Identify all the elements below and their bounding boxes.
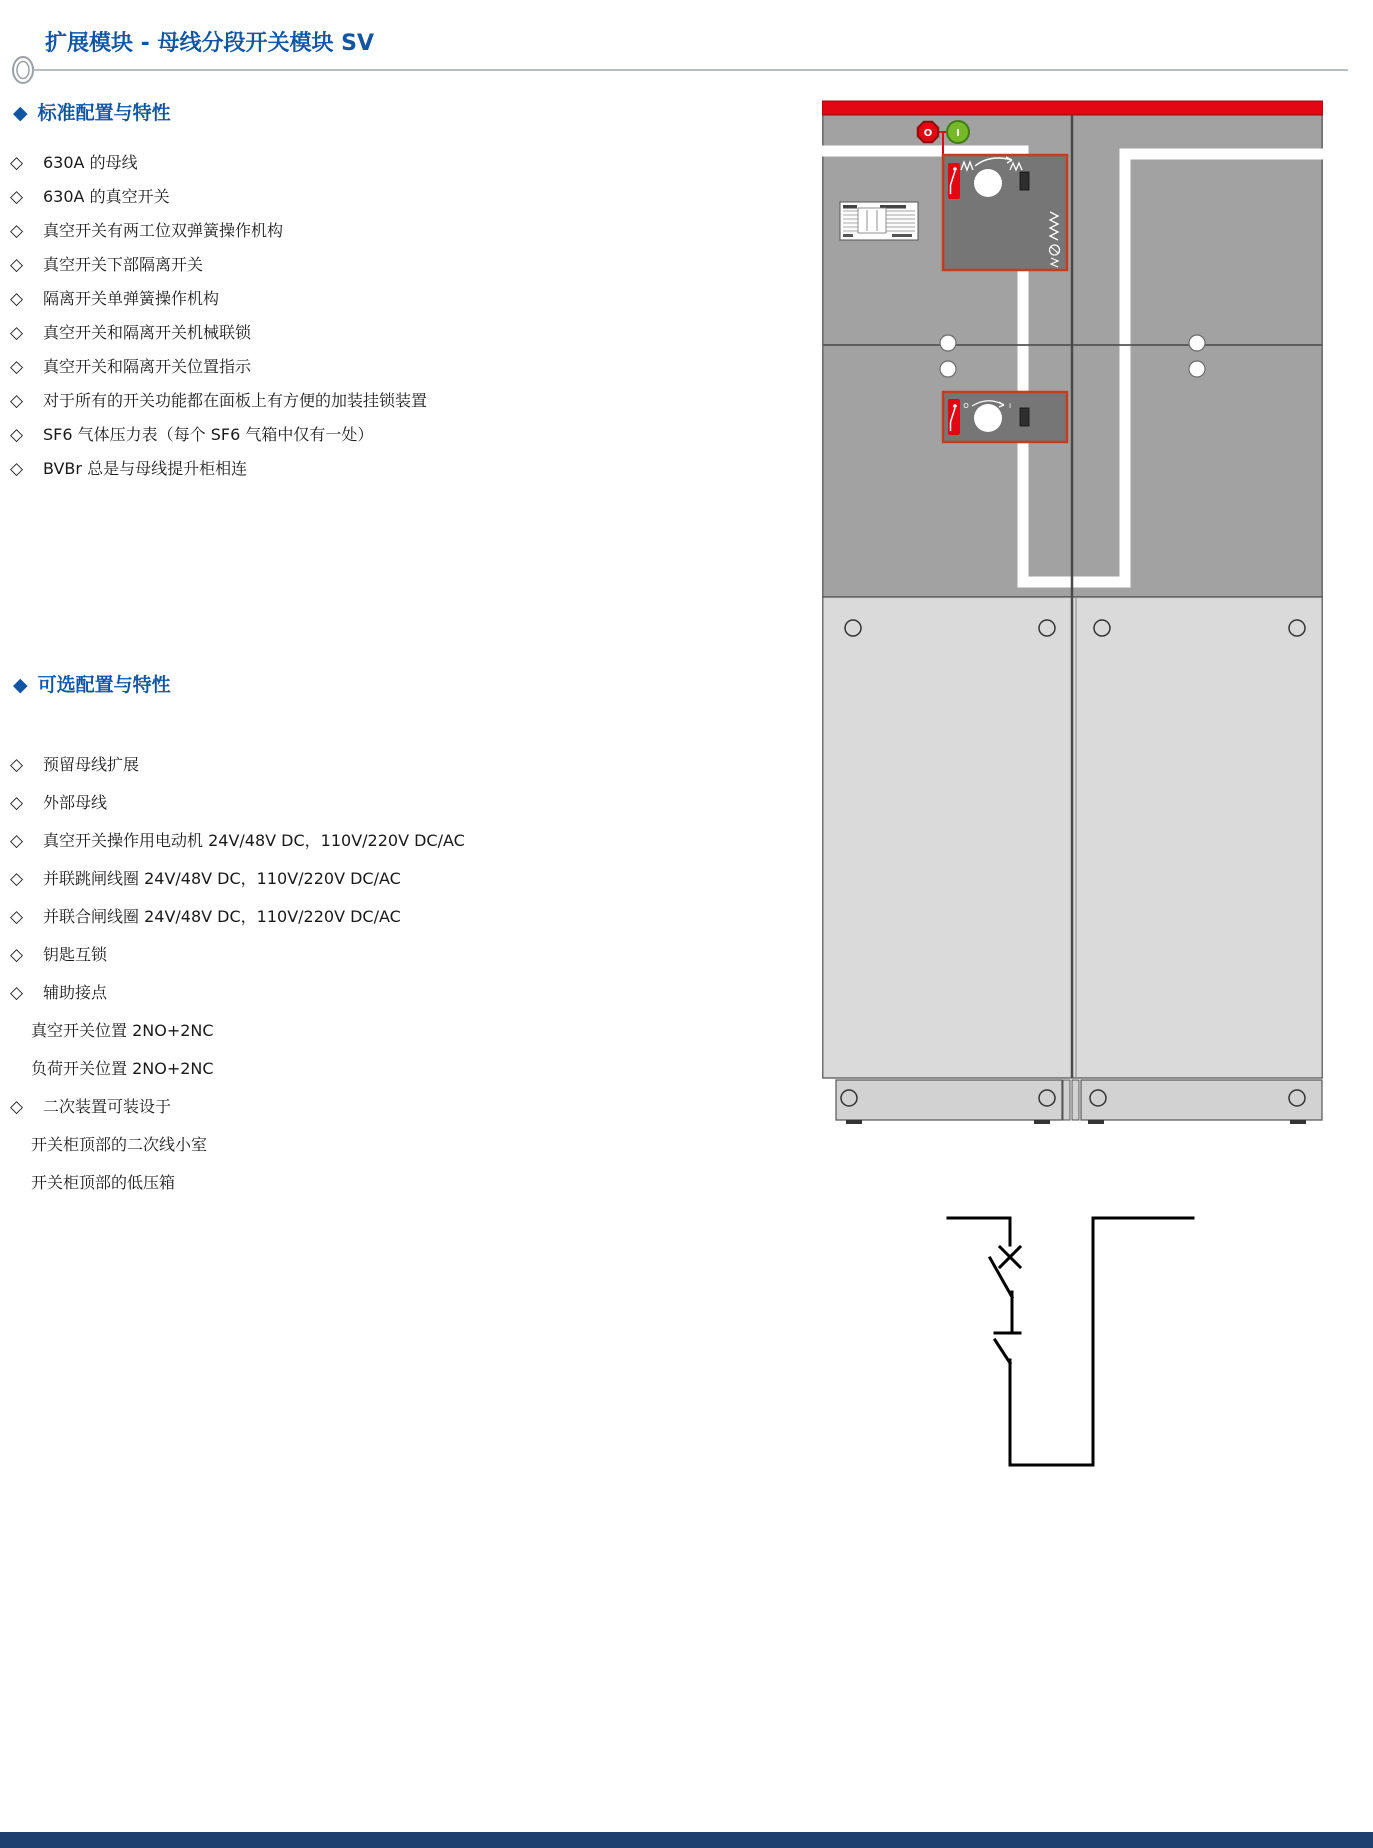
- feature-item: [10, 282, 427, 316]
- feature-item: [10, 452, 427, 486]
- page-title: 扩展模块 - 母线分段开关模块 SV: [45, 31, 374, 56]
- feature-text: 真空开关位置 2NO+2NC: [31, 1021, 214, 1040]
- open-diamond-bullet-icon: ◇: [10, 255, 24, 275]
- feature-text: 真空开关和隔离开关机械联锁: [43, 323, 252, 342]
- cabinet-foot: [1088, 1120, 1104, 1124]
- feature-item: [10, 350, 427, 384]
- feature-text: 开关柜顶部的二次线小室: [31, 1135, 208, 1154]
- feature-item: [10, 1088, 465, 1126]
- cabinet-plinth-left: [836, 1080, 1062, 1120]
- section-heading-standard: [13, 98, 171, 125]
- open-diamond-bullet-icon: ◇: [10, 391, 24, 411]
- open-diamond-bullet-icon: ◇: [10, 459, 24, 479]
- feature-item: [10, 1012, 465, 1050]
- on-button-label: I: [956, 128, 960, 139]
- feature-text: 并联跳闸线圈 24V/48V DC，110V/220V DC/AC: [43, 869, 401, 888]
- cabinet-plinth-filler: [1063, 1080, 1070, 1120]
- cabinet-foot: [1290, 1120, 1306, 1124]
- feature-text: 真空开关和隔离开关位置指示: [43, 357, 252, 376]
- feature-text: BVBr 总是与母线提升柜相连: [43, 459, 248, 478]
- section-heading-optional: [13, 670, 171, 697]
- padlock-slot: [1020, 408, 1029, 426]
- title-divider: [33, 69, 1348, 71]
- rating-plate: [840, 202, 918, 240]
- feature-item: [10, 180, 427, 214]
- cabinet-foot: [1034, 1120, 1050, 1124]
- feature-text: 并联合闸线圈 24V/48V DC，110V/220V DC/AC: [43, 907, 401, 926]
- cabinet-plinth-right: [1081, 1080, 1322, 1120]
- feature-text: 钥匙互锁: [43, 945, 108, 964]
- feature-item: [10, 146, 427, 180]
- knockout-hole: [940, 361, 956, 377]
- open-diamond-bullet-icon: ◇: [10, 357, 24, 377]
- feature-text: 真空开关下部隔离开关: [43, 255, 204, 274]
- open-diamond-bullet-icon: ◇: [10, 289, 24, 309]
- feature-item: [10, 418, 427, 452]
- closed-position-label: I: [1008, 402, 1012, 410]
- feature-text: 外部母线: [43, 793, 108, 812]
- vacuum-switch-symbol: [1000, 1247, 1020, 1267]
- open-diamond-bullet-icon: ◇: [10, 221, 24, 241]
- feature-text: 开关柜顶部的低压箱: [31, 1173, 176, 1192]
- feature-text: 预留母线扩展: [43, 755, 140, 774]
- footer-bar: [0, 1832, 1373, 1848]
- feature-text: SF6 气体压力表（每个 SF6 气箱中仅有一处）: [43, 425, 374, 444]
- feature-item: [10, 384, 427, 418]
- feature-item: [10, 860, 465, 898]
- single-line-diagram: [940, 1200, 1210, 1485]
- open-diamond-bullet-icon: ◇: [10, 869, 24, 889]
- cabinet-plinth-filler: [1072, 1080, 1079, 1120]
- open-position-label: O: [963, 402, 969, 410]
- open-diamond-bullet-icon: ◇: [10, 153, 24, 173]
- feature-item: [10, 784, 465, 822]
- feature-text: 630A 的母线: [43, 153, 138, 172]
- feature-text: 隔离开关单弹簧操作机构: [43, 289, 220, 308]
- feature-item: [10, 248, 427, 282]
- feature-text: 真空开关有两工位双弹簧操作机构: [43, 221, 284, 240]
- open-diamond-bullet-icon: ◇: [10, 187, 24, 207]
- feature-text: 真空开关操作用电动机 24V/48V DC，110V/220V DC/AC: [43, 831, 465, 850]
- cabinet-red-top-strip: [822, 101, 1323, 115]
- section-heading-text: 可选配置与特性: [37, 674, 171, 696]
- feature-text: 二次装置可装设于: [43, 1097, 172, 1116]
- open-diamond-bullet-icon: ◇: [10, 945, 24, 965]
- open-diamond-bullet-icon: ◇: [10, 793, 24, 813]
- open-diamond-bullet-icon: ◇: [10, 831, 24, 851]
- feature-item: [10, 316, 427, 350]
- open-diamond-bullet-icon: ◇: [10, 1097, 24, 1117]
- filled-diamond-icon: ◆: [13, 102, 28, 124]
- feature-item: [10, 746, 465, 784]
- knockout-hole: [1189, 361, 1205, 377]
- open-diamond-bullet-icon: ◇: [10, 907, 24, 927]
- feature-item: [10, 898, 465, 936]
- open-diamond-bullet-icon: ◇: [10, 323, 24, 343]
- feature-text: 辅助接点: [43, 983, 108, 1002]
- filled-diamond-icon: ◆: [13, 674, 28, 696]
- feature-item: [10, 974, 465, 1012]
- switchgear-cabinet-illustration: [822, 100, 1323, 1126]
- off-button: [918, 122, 938, 142]
- open-diamond-bullet-icon: ◇: [10, 983, 24, 1003]
- feature-item: [10, 1126, 465, 1164]
- off-button-label: O: [923, 128, 933, 139]
- operating-shaft-hole: [974, 404, 1002, 432]
- feature-text: 对于所有的开关功能都在面板上有方便的加装挂锁装置: [43, 391, 428, 410]
- knockout-hole: [1189, 335, 1205, 351]
- optional-feature-list: [10, 746, 465, 1202]
- on-button: [947, 121, 969, 143]
- feature-item: [10, 1164, 465, 1202]
- operating-shaft-hole: [974, 169, 1002, 197]
- feature-text: 630A 的真空开关: [43, 187, 170, 206]
- section-heading-text: 标准配置与特性: [37, 102, 171, 124]
- cabinet-foot: [846, 1120, 862, 1124]
- padlock-slot: [1020, 172, 1029, 190]
- standard-feature-list: [10, 146, 427, 486]
- feature-item: [10, 214, 427, 248]
- feature-item: [10, 1050, 465, 1088]
- feature-text: 负荷开关位置 2NO+2NC: [31, 1059, 214, 1078]
- open-diamond-bullet-icon: ◇: [10, 425, 24, 445]
- disconnector-mechanism-panel: [943, 392, 1067, 442]
- feature-item: [10, 822, 465, 860]
- feature-item: [10, 936, 465, 974]
- vacuum-switch-mechanism-panel: [943, 155, 1067, 270]
- knockout-hole: [940, 335, 956, 351]
- open-diamond-bullet-icon: ◇: [10, 755, 24, 775]
